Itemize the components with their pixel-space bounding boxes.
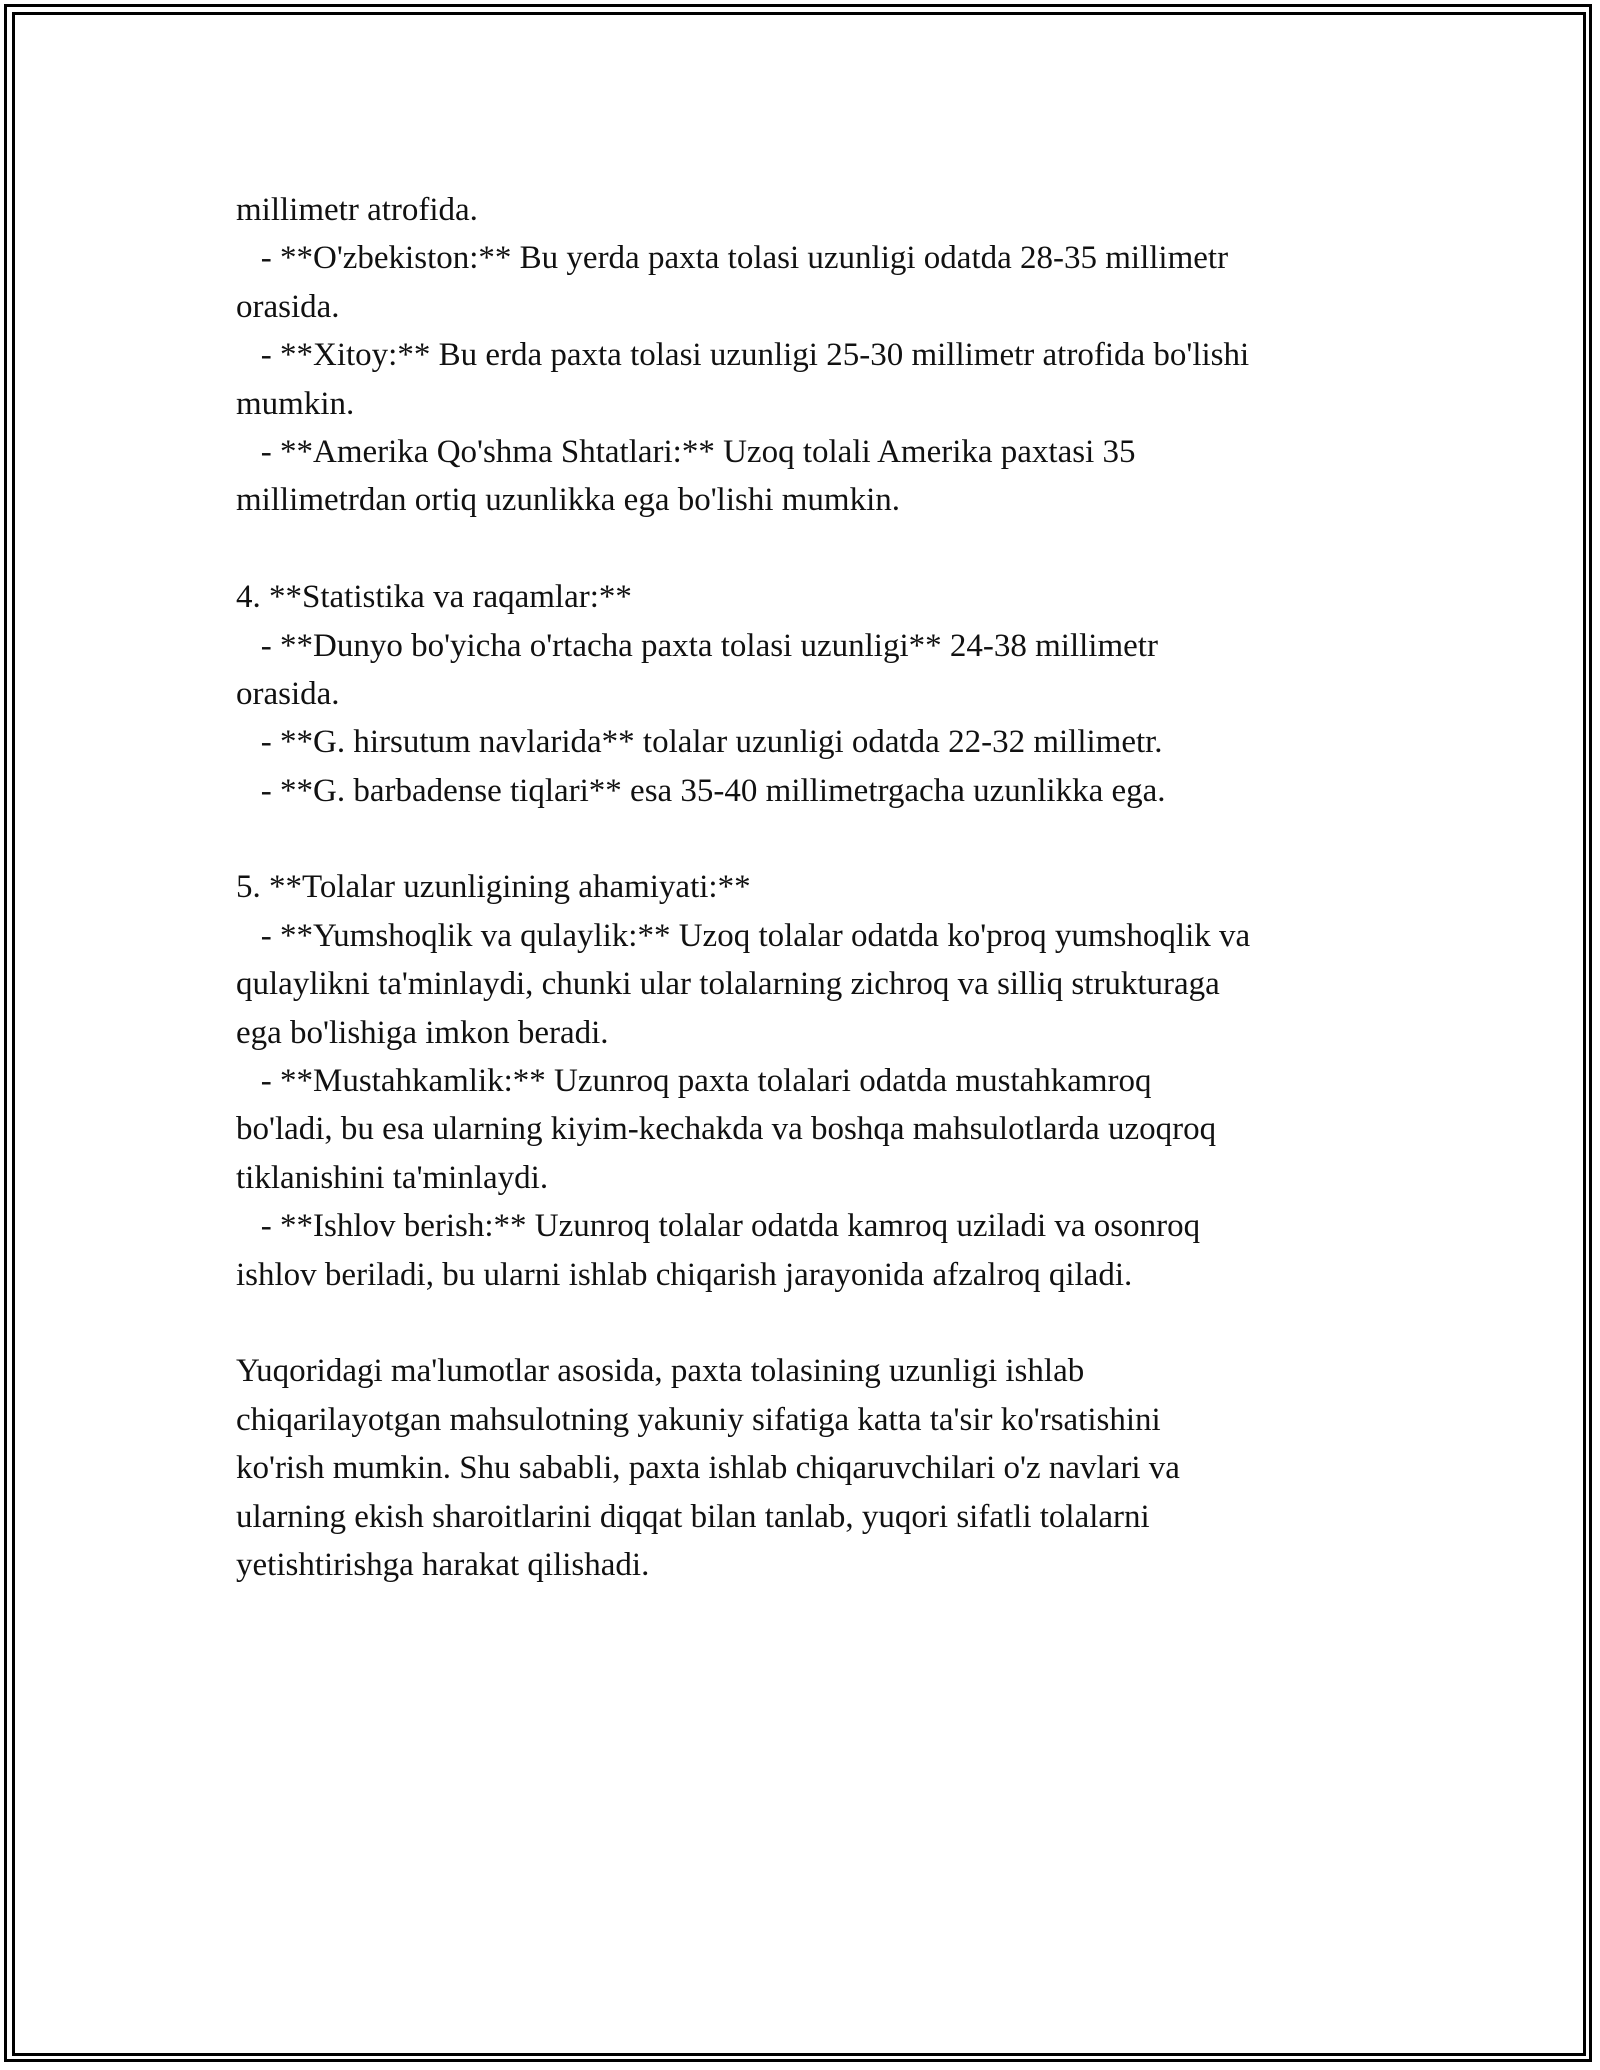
text-line: mumkin. bbox=[236, 385, 355, 422]
conclusion-line: chiqarilayotgan mahsulotning yakuniy sifatiga katta ta'sir ko'rsatishini bbox=[236, 1401, 1161, 1438]
text-line: tiklanishini ta'minlaydi. bbox=[236, 1159, 549, 1196]
text-line: - **O'zbekiston:** Bu yerda paxta tolasi uzunligi odatda 28-35 millimetr bbox=[236, 240, 1229, 277]
conclusion-line: yetishtirishga harakat qilishadi. bbox=[236, 1546, 650, 1583]
text-line: bo'ladi, bu esa ularning kiyim-kechakda va boshqa mahsulotlarda uzoqroq bbox=[236, 1111, 1217, 1148]
text-line: - **Dunyo bo'yicha o'rtacha paxta tolasi uzunligi** 24-38 millimetr bbox=[236, 627, 1158, 664]
section-heading: 5. **Tolalar uzunligining ahamiyati:** bbox=[236, 869, 751, 906]
conclusion-line: ularning ekish sharoitlarini diqqat bilan tanlab, yuqori sifatli tolalarni bbox=[236, 1498, 1150, 1535]
text-line: - **Yumshoqlik va qulaylik:** Uzoq tolalar odatda ko'proq yumshoqlik va bbox=[236, 917, 1251, 954]
text-line: - **G. barbadense tiqlari** esa 35-40 millimetrgacha uzunlikka ega. bbox=[236, 772, 1166, 809]
text-line: qulaylikni ta'minlaydi, chunki ular tolalarning zichroq va silliq strukturaga bbox=[236, 966, 1220, 1003]
section-heading: 4. **Statistika va raqamlar:** bbox=[236, 579, 632, 616]
text-line: millimetrdan ortiq uzunlikka ega bo'lishi mumkin. bbox=[236, 482, 901, 519]
blank-line bbox=[236, 1299, 1376, 1347]
blank-line bbox=[236, 815, 1376, 863]
text-line: - **G. hirsutum navlarida** tolalar uzunligi odatda 22-32 millimetr. bbox=[236, 724, 1163, 761]
text-line: - **Amerika Qo'shma Shtatlari:** Uzoq tolali Amerika paxtasi 35 bbox=[236, 433, 1136, 470]
blank-line bbox=[236, 525, 1376, 573]
text-line: millimetr atrofida. bbox=[236, 192, 478, 228]
text-line: - **Xitoy:** Bu erda paxta tolasi uzunligi 25-30 millimetr atrofida bo'lishi bbox=[236, 337, 1250, 374]
conclusion-line: Yuqoridagi ma'lumotlar asosida, paxta tolasining uzunligi ishlab bbox=[236, 1353, 1085, 1390]
conclusion-line: ko'rish mumkin. Shu sababli, paxta ishlab chiqaruvchilari o'z navlari va bbox=[236, 1450, 1180, 1487]
text-line: ega bo'lishiga imkon beradi. bbox=[236, 1014, 609, 1051]
text-line: - **Mustahkamlik:** Uzunroq paxta tolalari odatda mustahkamroq bbox=[236, 1063, 1152, 1100]
text-line: orasida. bbox=[236, 288, 340, 325]
document-body bbox=[236, 186, 1376, 1589]
text-line: orasida. bbox=[236, 675, 340, 712]
text-line: - **Ishlov berish:** Uzunroq tolalar odatda kamroq uziladi va osonroq bbox=[236, 1208, 1201, 1245]
text-line: ishlov beriladi, bu ularni ishlab chiqarish jarayonida afzalroq qiladi. bbox=[236, 1256, 1133, 1293]
